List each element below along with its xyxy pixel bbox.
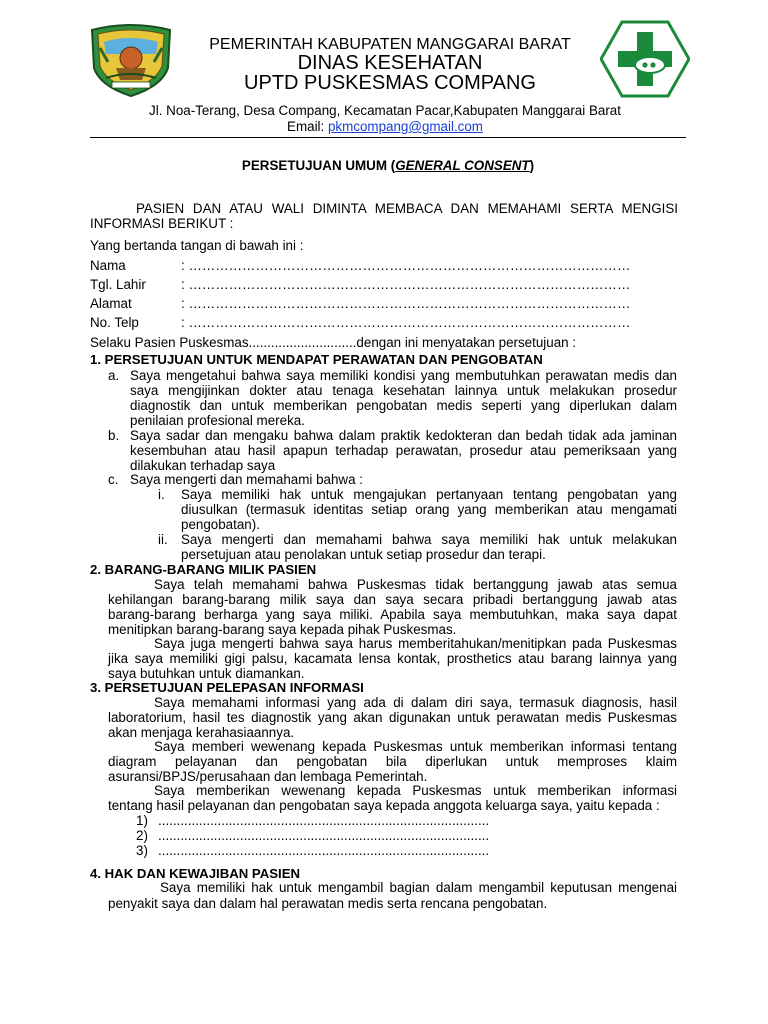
field-label-no-telp: No. Telp <box>90 315 139 330</box>
family-list-blank: ......................................................................................... <box>158 828 490 843</box>
family-list-blank: ......................................................................................... <box>158 843 490 858</box>
s3-p2-line: asuransi/BPJS/perusahaan dan lembaga Pemerintah. <box>108 769 428 784</box>
family-list-number: 3) <box>136 843 148 858</box>
s1-b-line: kesembuhan atau hasil apapun terhadap perawatan, prosedur atau pemeriksaan yang <box>130 443 677 458</box>
s2-p2-line: jika saya memiliki gigi palsu, kacamata lensa kontak, prosthetics atau barang lainnya yang <box>108 651 677 666</box>
intro-line-1: PASIEN DAN ATAU WALI DIMINTA MEMBACA DAN MEMAHAMI SERTA MENGISI <box>136 201 678 216</box>
s1-ci-marker: i. <box>158 487 165 502</box>
section-4-heading: 4. HAK DAN KEWAJIBAN PASIEN <box>90 866 301 881</box>
s1-b-line: dilakukan terhadap saya <box>130 458 276 473</box>
s1-a-line: diagnostik dan untuk memberikan pengobatan medis seperti yang diperlukan dalam <box>130 398 677 413</box>
section-2-heading: 2. BARANG-BARANG MILIK PASIEN <box>90 562 317 577</box>
s1-b-line: Saya sadar dan mengaku bahwa dalam praktik kedokteran dan bedah tidak ada jaminan <box>130 428 677 443</box>
s1-c-line: Saya mengerti dan memahami bahwa : <box>130 472 363 487</box>
s3-p2-line: Saya memberi wewenang kepada Puskesmas untuk memberikan informasi tentang <box>154 739 677 754</box>
field-label-tgl-lahir: Tgl. Lahir <box>90 277 146 292</box>
s3-p3-line: tentang hasil pelayanan dan pengobatan saya kepada anggota keluarga saya, yaitu kepada : <box>108 798 660 813</box>
field-value-alamat: : ……………………………………………………………………………………… <box>181 296 631 311</box>
s2-p1-line: kehilangan barang-barang milik saya dan saya secara pribadi bertanggung jawab atas <box>108 592 677 607</box>
puskesmas-cross-logo <box>600 20 690 98</box>
s2-p1-line: Saya telah memahami bahwa Puskesmas tidak bertanggung jawab atas semua <box>154 577 677 592</box>
s4-p1-line: Saya memiliki hak untuk mengambil bagian dalam mengambil keputusan mengenai <box>160 880 677 895</box>
s1-a-line: saya mengijinkan dokter atau tenaga kesehatan lainnya untuk melakukan prosedur <box>130 383 677 398</box>
s1-a-marker: a. <box>108 368 120 383</box>
field-value-no-telp: : ……………………………………………………………………………………… <box>181 315 631 330</box>
s1-ci-line: Saya memiliki hak untuk mengajukan pertanyaan tentang pengobatan yang <box>181 487 677 502</box>
s1-a-line: penilaian profesional mereka. <box>130 413 305 428</box>
section-3-heading: 3. PERSETUJUAN PELEPASAN INFORMASI <box>90 680 364 695</box>
field-label-alamat: Alamat <box>90 296 132 311</box>
email-link[interactable]: pkmcompang@gmail.com <box>327 119 483 134</box>
s1-cii-line: Saya mengerti dan memahami bahwa saya memiliki hak untuk melakukan <box>181 532 677 547</box>
field-value-tgl-lahir: : ……………………………………………………………………………………… <box>181 277 631 292</box>
s3-p1-line: laboratorium, hasil tes diagnostik yang akan digunakan untuk perawatan medis Puskesmas <box>108 710 677 725</box>
s1-a-line: Saya mengetahui bahwa saya memiliki kondisi yang membutuhkan perawatan medis dan <box>130 368 677 383</box>
signed-below: Yang bertanda tangan di bawah ini : <box>90 238 304 253</box>
s2-p2-line: saya butuhkan untuk diamankan. <box>108 666 305 681</box>
family-list-blank: ......................................................................................... <box>158 813 490 828</box>
address-line: Jl. Noa-Terang, Desa Compang, Kecamatan Pacar,Kabupaten Manggarai Barat <box>149 103 621 118</box>
s1-cii-marker: ii. <box>158 532 168 547</box>
s2-p1-line: menitipkan barang-barang saya kepada pihak Puskesmas. <box>108 622 457 637</box>
s3-p2-line: diagram pelayanan dan pengobatan bila diperlukan untuk memproses klaim <box>108 754 677 769</box>
s3-p3-line: Saya memberikan wewenang kepada Puskesmas untuk memberikan informasi <box>154 783 677 798</box>
s2-p1-line: barang-barang berharga yang saya miliki. Apabila saya membutuhkan, maka saya dapat <box>108 607 677 622</box>
email-line <box>60 119 710 135</box>
s3-p1-line: Saya memahami informasi yang ada di dalam diri saya, termasuk diagnosis, hasil <box>154 695 677 710</box>
institution-name: UPTD PUSKESMAS COMPANG <box>244 72 536 94</box>
s2-p2-line: Saya juga mengerti bahwa saya harus memberitahukan/menitipkan pada Puskesmas <box>154 636 677 651</box>
s1-b-marker: b. <box>108 428 120 443</box>
field-value-nama: : ……………………………………………………………………………………… <box>181 258 631 273</box>
s1-c-marker: c. <box>108 472 119 487</box>
regency-crest-logo <box>86 22 176 98</box>
government-name: PEMERINTAH KABUPATEN MANGGARAI BARAT <box>209 36 571 53</box>
email-label: Email: <box>287 119 328 134</box>
selaku-line: Selaku Pasien Puskesmas.............................dengan ini menyatakan persetujuan : <box>90 335 577 350</box>
section-1-heading: 1. PERSETUJUAN UNTUK MENDAPAT PERAWATAN DAN PENGOBATAN <box>90 352 543 367</box>
s1-ci-line: pengobatan). <box>181 517 260 532</box>
department-name: DINAS KESEHATAN <box>297 52 483 74</box>
title-italic: GENERAL CONSENT <box>395 158 530 173</box>
family-list-number: 1) <box>136 813 148 828</box>
document-title: PERSETUJUAN UMUM (GENERAL CONSENT) <box>241 158 535 173</box>
s3-p1-line: akan menjaga kerahasiaannya. <box>108 725 295 740</box>
family-list-number: 2) <box>136 828 148 843</box>
s1-cii-line: persetujuan atau penolakan untuk setiap prosedur dan terapi. <box>181 547 546 562</box>
header-divider <box>90 137 686 138</box>
s1-ci-line: diusulkan (termasuk identitas setiap orang yang memberikan atau mengamati <box>181 502 677 517</box>
intro-line-2: INFORMASI BERIKUT : <box>90 216 234 231</box>
field-label-nama: Nama <box>90 258 126 273</box>
s4-p1-line: penyakit saya dan dalam hal perawatan medis serta rencana pengobatan. <box>108 896 548 911</box>
